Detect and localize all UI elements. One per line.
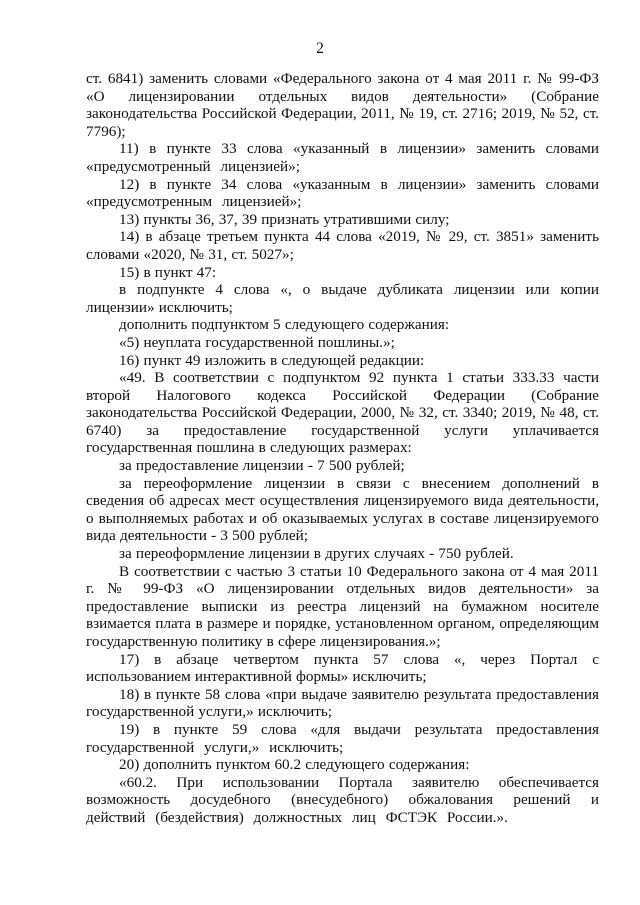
paragraph-item-19: 19) в пункте 59 слова «для выдачи результата предоставления государственной услуги,» исключить; bbox=[86, 720, 599, 756]
paragraph-item-20: 20) дополнить пунктом 60.2 следующего содержания: bbox=[119, 756, 470, 774]
paragraph-item-18: 18) в пункте 58 слова «при выдаче заявителю результата предоставления государственной услуги,» исключить; bbox=[86, 685, 599, 721]
paragraph-1: ст. 6841) заменить словами «Федерального закона от 4 мая 2011 г. № 99-ФЗ «О лицензировании отдельных видов деятельности» (Собрание законодательства Российской Федерации, 2011, № 19, ст. 2716; 2019, № 52, ст. 7796); bbox=[86, 70, 599, 140]
paragraph-item-15: 15) в пункт 47: bbox=[119, 263, 217, 281]
paragraph-item-11: 11) в пункте 33 слова «указанный в лицензии» заменить словами «предусмотренный лицензией»; bbox=[86, 140, 599, 175]
paragraph-item-16: 16) пункт 49 изложить в следующей редакции: bbox=[119, 351, 425, 369]
paragraph-item-14: 14) в абзаце третьем пункта 44 слова «2019, № 29, ст. 3851» заменить словами «2020, № 31, ст. 5027»; bbox=[86, 228, 599, 263]
paragraph-add-subitem-5: дополнить подпунктом 5 следующего содержания: bbox=[119, 316, 450, 334]
document-body bbox=[86, 70, 599, 827]
paragraph-point-49: «49. В соответствии с подпунктом 92 пункта 1 статьи 333.33 части второй Налогового кодекса Российской Федерации (Собрание законодательства Российской Федерации, 2000, № 32, ст. 3340; 2019, № 48, ст. 6740) за предоставление государственной услуги уплачивается государственная пошлина в следующих размерах: bbox=[86, 369, 599, 457]
paragraph-extract-fee: В соответствии с частью 3 статьи 10 Федерального закона от 4 мая 2011 г. № 99-ФЗ «О лицензировании отдельных видов деятельности» за предоставление выписки из реестра лицензий на бумажном носителе взимается плата в размере и порядке, установленном органом, определяющим государственную политику в сфере лицензирования.»; bbox=[86, 562, 599, 650]
paragraph-fee-reissue-additions: за переоформление лицензии в связи с внесением дополнений в сведения об адресах мест осуществления лицензируемого вида деятельности, о выполняемых работах и об оказываемых услугах в составе лицензируемого вида деятельности - 3 500 рублей; bbox=[86, 474, 599, 545]
paragraph-fee-license: за предоставление лицензии - 7 500 рублей; bbox=[119, 457, 405, 475]
paragraph-fee-reissue-other: за переоформление лицензии в других случаях - 750 рублей. bbox=[119, 545, 514, 563]
paragraph-item-13: 13) пункты 36, 37, 39 признать утратившими силу; bbox=[119, 210, 450, 228]
paragraph-point-60-2: «60.2. При использовании Портала заявителю обеспечивается возможность досудебного (внесудебного) обжалования решений и действий (бездействия) должностных лиц ФСТЭК России.». bbox=[86, 773, 599, 826]
paragraph-subitem-4: в подпункте 4 слова «, о выдаче дубликата лицензии или копии лицензии» исключить; bbox=[86, 281, 599, 316]
page-number: 2 bbox=[316, 40, 324, 57]
paragraph-subitem-5-text: «5) неуплата государственной пошлины.»; bbox=[119, 333, 395, 351]
paragraph-item-12: 12) в пункте 34 слова «указанным в лицензии» заменить словами «предусмотренным лицензией»; bbox=[86, 175, 599, 211]
paragraph-item-17: 17) в абзаце четвертом пункта 57 слова «, через Портал с использованием интерактивной формы» исключить; bbox=[86, 650, 599, 686]
